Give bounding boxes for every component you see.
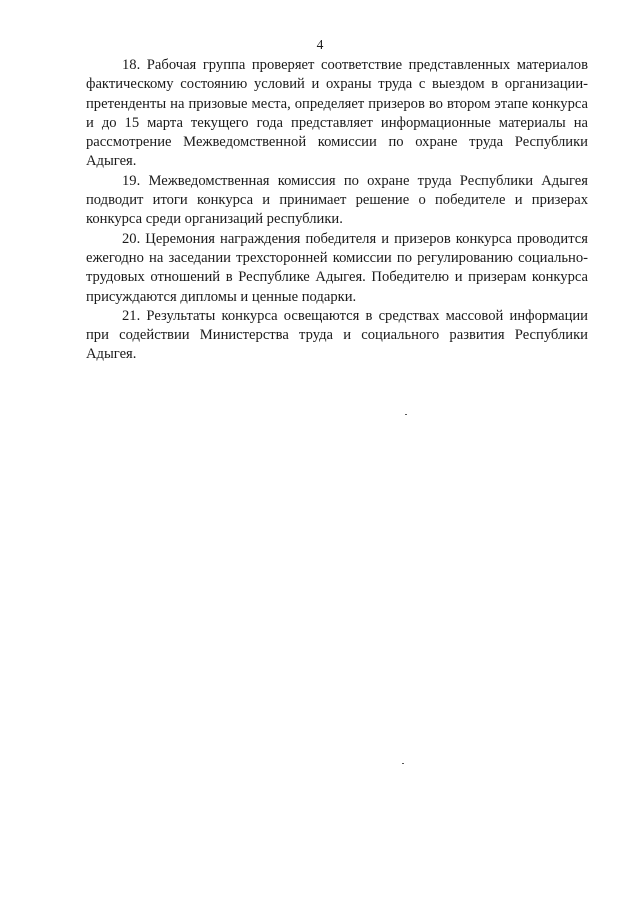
paragraph-21: 21. Результаты конкурса освещаются в средствах массовой информации при содействии Министерства труда и социального развития Республики Адыгея. bbox=[86, 307, 588, 363]
document-body bbox=[86, 56, 588, 365]
page-number: 4 bbox=[316, 37, 324, 52]
paragraph-18: 18. Рабочая группа проверяет соответствие представленных материалов фактическому состоянию условий и охраны труда с выездом в организации-претенденты на призовые места, определяет призеров во втором этапе конкурса и до 15 марта текущего года представляет информационные материалы на рассмотрение Межведомственной комиссии по охране труда Республики Адыгея. bbox=[86, 57, 588, 170]
paragraph-19: 19. Межведомственная комиссия по охране труда Республики Адыгея подводит итоги конкурса и принимает решение о победителе и призерах конкурса среди организаций республики. bbox=[86, 172, 588, 228]
paragraph-20: 20. Церемония награждения победителя и призеров конкурса проводится ежегодно на заседании трехсторонней комиссии по регулированию социально-трудовых отношений в Республике Адыгея. Победителю и призерам конкурса присуждаются дипломы и ценные подарки. bbox=[86, 230, 588, 305]
scan-speck bbox=[402, 763, 404, 764]
scan-speck bbox=[405, 414, 407, 415]
